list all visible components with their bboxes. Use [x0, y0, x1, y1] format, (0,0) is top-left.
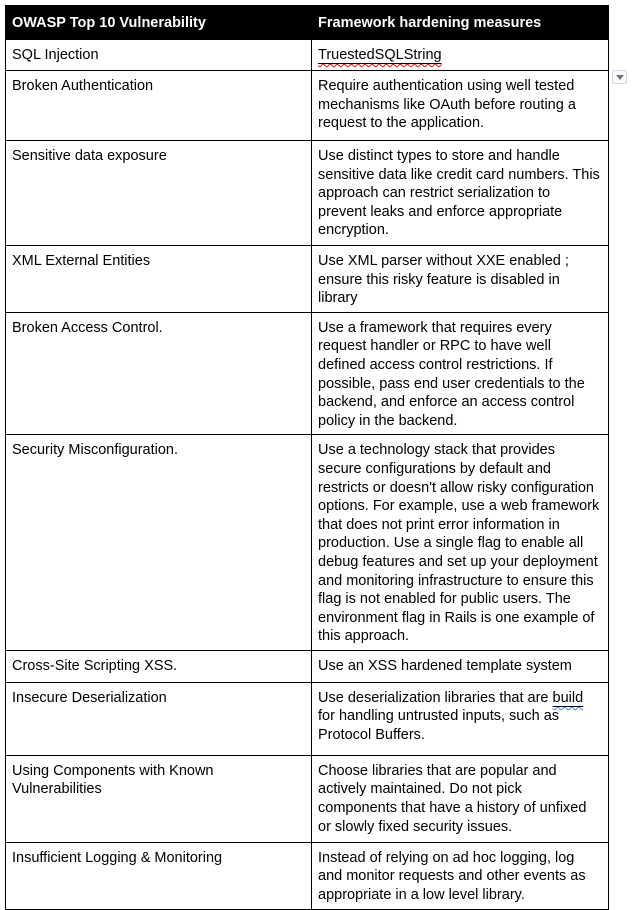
table-row-security-misconfiguration	[6, 435, 609, 651]
underlined-text: TruestedSQLString	[318, 47, 442, 63]
cell-vulnerability[interactable]: Broken Access Control.	[6, 312, 312, 435]
table-row-sensitive-data-exposure	[6, 141, 609, 246]
cell-vulnerability[interactable]: Cross-Site Scripting XSS.	[6, 650, 312, 682]
cell-vulnerability[interactable]: Insufficient Logging & Monitoring	[6, 842, 312, 909]
cell-measure[interactable]: Instead of relying on ad hoc logging, log and monitor requests and other events as appropriate in a low level library.	[312, 842, 609, 909]
dropdown-marker-button[interactable]	[612, 70, 627, 84]
cell-measure[interactable]: Use a technology stack that provides secure configurations by default and restricts or doesn't allow risky configuration options. For example, use a web framework that does not print error information in production. Use a single flag to enable all debug features and set up your deployment and monitoring infrastructure to ensure this flag is not enabled for public users. The environment flag in Rails is one example of this approach.	[312, 435, 609, 651]
table-row-insufficient-logging	[6, 842, 609, 909]
cell-vulnerability[interactable]: SQL Injection	[6, 40, 312, 71]
table-row-sql-injection	[6, 40, 609, 71]
measure-text-before: Use deserialization libraries that are	[318, 689, 553, 706]
underlined-text: build	[552, 689, 584, 706]
column-header-vulnerability: OWASP Top 10 Vulnerability	[6, 6, 312, 40]
table-row-insecure-deserialization	[6, 682, 609, 755]
measure-text-after: for handling untrusted inputs, such as Protocol Buffers.	[318, 708, 560, 744]
cell-vulnerability[interactable]: XML External Entities	[6, 246, 312, 313]
table-header-row	[6, 6, 609, 40]
column-header-measures: Framework hardening measures	[312, 6, 609, 40]
cell-vulnerability[interactable]: Insecure Deserialization	[6, 682, 312, 755]
spellcheck-marked-text	[318, 47, 442, 63]
document-page	[5, 5, 609, 910]
grammar-marked-text	[553, 690, 584, 706]
owasp-vulnerability-table	[5, 5, 609, 910]
cell-measure[interactable]: Use a framework that requires every request handler or RPC to have well defined access control restrictions. If possible, pass end user credentials to the backend, and enforce an access control policy in the backend.	[312, 312, 609, 435]
cell-measure[interactable]: Choose libraries that are popular and actively maintained. Do not pick components that have a history of unfixed or slowly fixed security issues.	[312, 755, 609, 842]
cell-measure[interactable]: Require authentication using well tested mechanisms like OAuth before routing a request to the application.	[312, 71, 609, 141]
cell-vulnerability[interactable]: Security Misconfiguration.	[6, 435, 312, 651]
table-row-broken-access-control	[6, 312, 609, 435]
cell-vulnerability[interactable]: Sensitive data exposure	[6, 141, 312, 246]
table-row-xml-external-entities	[6, 246, 609, 313]
cell-measure[interactable]	[312, 40, 609, 71]
cell-measure[interactable]: Use an XSS hardened template system	[312, 650, 609, 682]
cell-measure[interactable]: Use distinct types to store and handle sensitive data like credit card numbers. This approach can restrict serialization to prevent leaks and enforce appropriate encryption.	[312, 141, 609, 246]
cell-vulnerability[interactable]: Broken Authentication	[6, 71, 312, 141]
table-row-broken-authentication	[6, 71, 609, 141]
cell-vulnerability[interactable]: Using Components with Known Vulnerabilities	[6, 755, 312, 842]
table-row-cross-site-scripting	[6, 650, 609, 682]
cell-measure[interactable]	[312, 682, 609, 755]
cell-measure[interactable]: Use XML parser without XXE enabled ; ensure this risky feature is disabled in library	[312, 246, 609, 313]
chevron-down-icon	[616, 75, 624, 80]
table-row-known-vulnerable-components	[6, 755, 609, 842]
